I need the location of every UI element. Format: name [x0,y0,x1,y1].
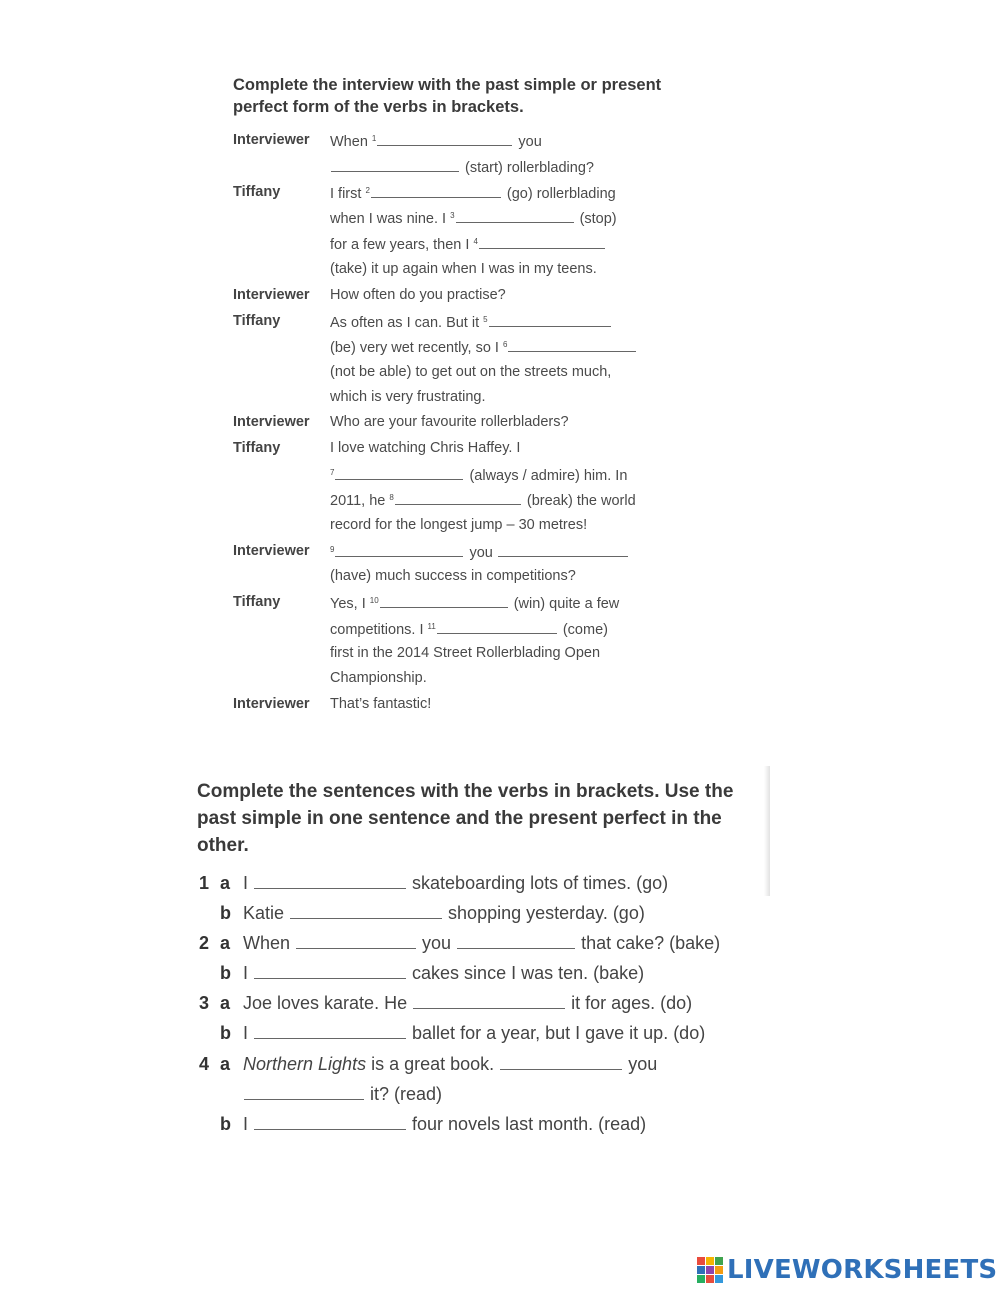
interview-line: first in the 2014 Street Rollerblading Open [330,645,601,661]
item-letter: a [220,1054,231,1074]
answer-blank[interactable] [254,1114,406,1130]
interview-line: Who are your favourite rollerbladers? [330,414,569,430]
interview-line: How often do you practise? [330,287,506,303]
interview-line: (have) much success in competitions? [330,568,576,584]
speaker-interviewer: Interviewer [233,287,310,303]
interview-line: (be) very wet recently, so I $^6$ [330,338,642,356]
sentence-line: Northern Lights is a great book. you [243,1054,658,1074]
sentence-line: I ballet for a year, but I gave it up. (do) [243,1023,706,1043]
answer-blank[interactable] [395,491,521,505]
interview-line: When $^1$ you [330,134,542,150]
interview-line: (not be able) to get out on the streets much, [330,364,612,380]
answer-blank[interactable] [331,158,459,172]
interview-line: That’s fantastic! [330,696,432,712]
answer-blank[interactable] [296,933,416,949]
book-title: Northern Lights [243,1054,367,1074]
item-letter: b [220,963,231,983]
answer-blank[interactable] [335,466,463,480]
speaker-tiffany: Tiffany [233,440,281,456]
logo-square [715,1266,723,1274]
answer-blank[interactable] [254,963,406,979]
answer-blank[interactable] [335,543,463,557]
logo-square [706,1275,714,1283]
item-number: 4 [199,1054,210,1074]
answer-blank[interactable] [489,313,611,327]
answer-blank[interactable] [377,132,512,146]
interview-line: Championship. [330,670,427,686]
answer-blank[interactable] [290,903,442,919]
liveworksheets-logo[interactable] [697,1253,997,1287]
interview-line: I first $^2$ (go) rollerblading [330,186,616,202]
interview-line: record for the longest jump – 30 metres! [330,517,588,533]
sentence-line: I cakes since I was ten. (bake) [243,963,645,983]
item-letter: b [220,903,231,923]
answer-blank[interactable] [254,873,406,889]
speaker-tiffany: Tiffany [233,184,281,200]
logo-square [697,1275,705,1283]
answer-blank[interactable] [498,543,628,557]
interview-line: $^9$ you [330,543,634,561]
interview-line: I love watching Chris Haffey. I [330,440,521,456]
interview-line: $^7$ (always / admire) him. In [330,468,628,484]
logo-square [715,1257,723,1265]
item-letter: b [220,1114,231,1134]
speaker-tiffany: Tiffany [233,594,281,610]
answer-blank[interactable] [479,235,605,249]
interview-line: for a few years, then I $^4$ [330,235,611,253]
sentence-line: I skateboarding lots of times. (go) [243,873,669,893]
interview-line: when I was nine. I $^3$ (stop) [330,211,617,227]
interview-line: As often as I can. But it $^5$ [330,313,617,331]
item-letter: a [220,873,231,893]
sentence-line: Katie shopping yesterday. (go) [243,903,645,923]
item-number: 3 [199,993,210,1013]
answer-blank[interactable] [254,1023,406,1039]
sentence-line: I four novels last month. (read) [243,1114,647,1134]
speaker-interviewer: Interviewer [233,543,310,559]
exercise-2-title: Complete the sentences with the verbs in brackets. Use the past simple in one sentence and the present perfect in the other. [197,781,734,856]
answer-blank[interactable] [371,184,501,198]
item-number: 1 [199,873,210,893]
item-letter: a [220,933,231,953]
answer-blank[interactable] [508,338,636,352]
sentence-line: it? (read) [243,1084,442,1105]
interview-line: Yes, I $^{10}$ (win) quite a few [330,596,620,612]
logo-square [715,1275,723,1283]
answer-blank[interactable] [437,620,557,634]
answer-blank[interactable] [380,594,508,608]
liveworksheets-logo-text: LIVEWORKSHEETS [727,1255,998,1285]
logo-square [697,1266,705,1274]
interview-line: which is very frustrating. [330,389,486,405]
liveworksheets-logo-icon [697,1257,723,1283]
logo-square [706,1266,714,1274]
item-number: 2 [199,933,210,953]
sentence-line: When you that cake? (bake) [243,933,721,953]
speaker-tiffany: Tiffany [233,313,281,329]
item-letter: a [220,993,231,1013]
answer-blank[interactable] [244,1084,364,1100]
sentence-line: Joe loves karate. He it for ages. (do) [243,993,693,1013]
page-edge-shadow [764,766,770,896]
exercise-1-title: Complete the interview with the past simple or present perfect form of the verbs in brackets. [233,76,662,116]
interview-line: (take) it up again when I was in my teens. [330,261,597,277]
interview-line: (start) rollerblading? [330,158,594,176]
logo-square [697,1257,705,1265]
answer-blank[interactable] [413,993,565,1009]
logo-square [706,1257,714,1265]
item-letter: b [220,1023,231,1043]
answer-blank[interactable] [500,1054,622,1070]
answer-blank[interactable] [457,933,575,949]
speaker-interviewer: Interviewer [233,414,310,430]
speaker-interviewer: Interviewer [233,132,310,148]
speaker-interviewer: Interviewer [233,696,310,712]
interview-line: 2011, he $^8$ (break) the world [330,493,636,509]
answer-blank[interactable] [456,209,574,223]
interview-line: competitions. I $^{11}$ (come) [330,622,608,638]
